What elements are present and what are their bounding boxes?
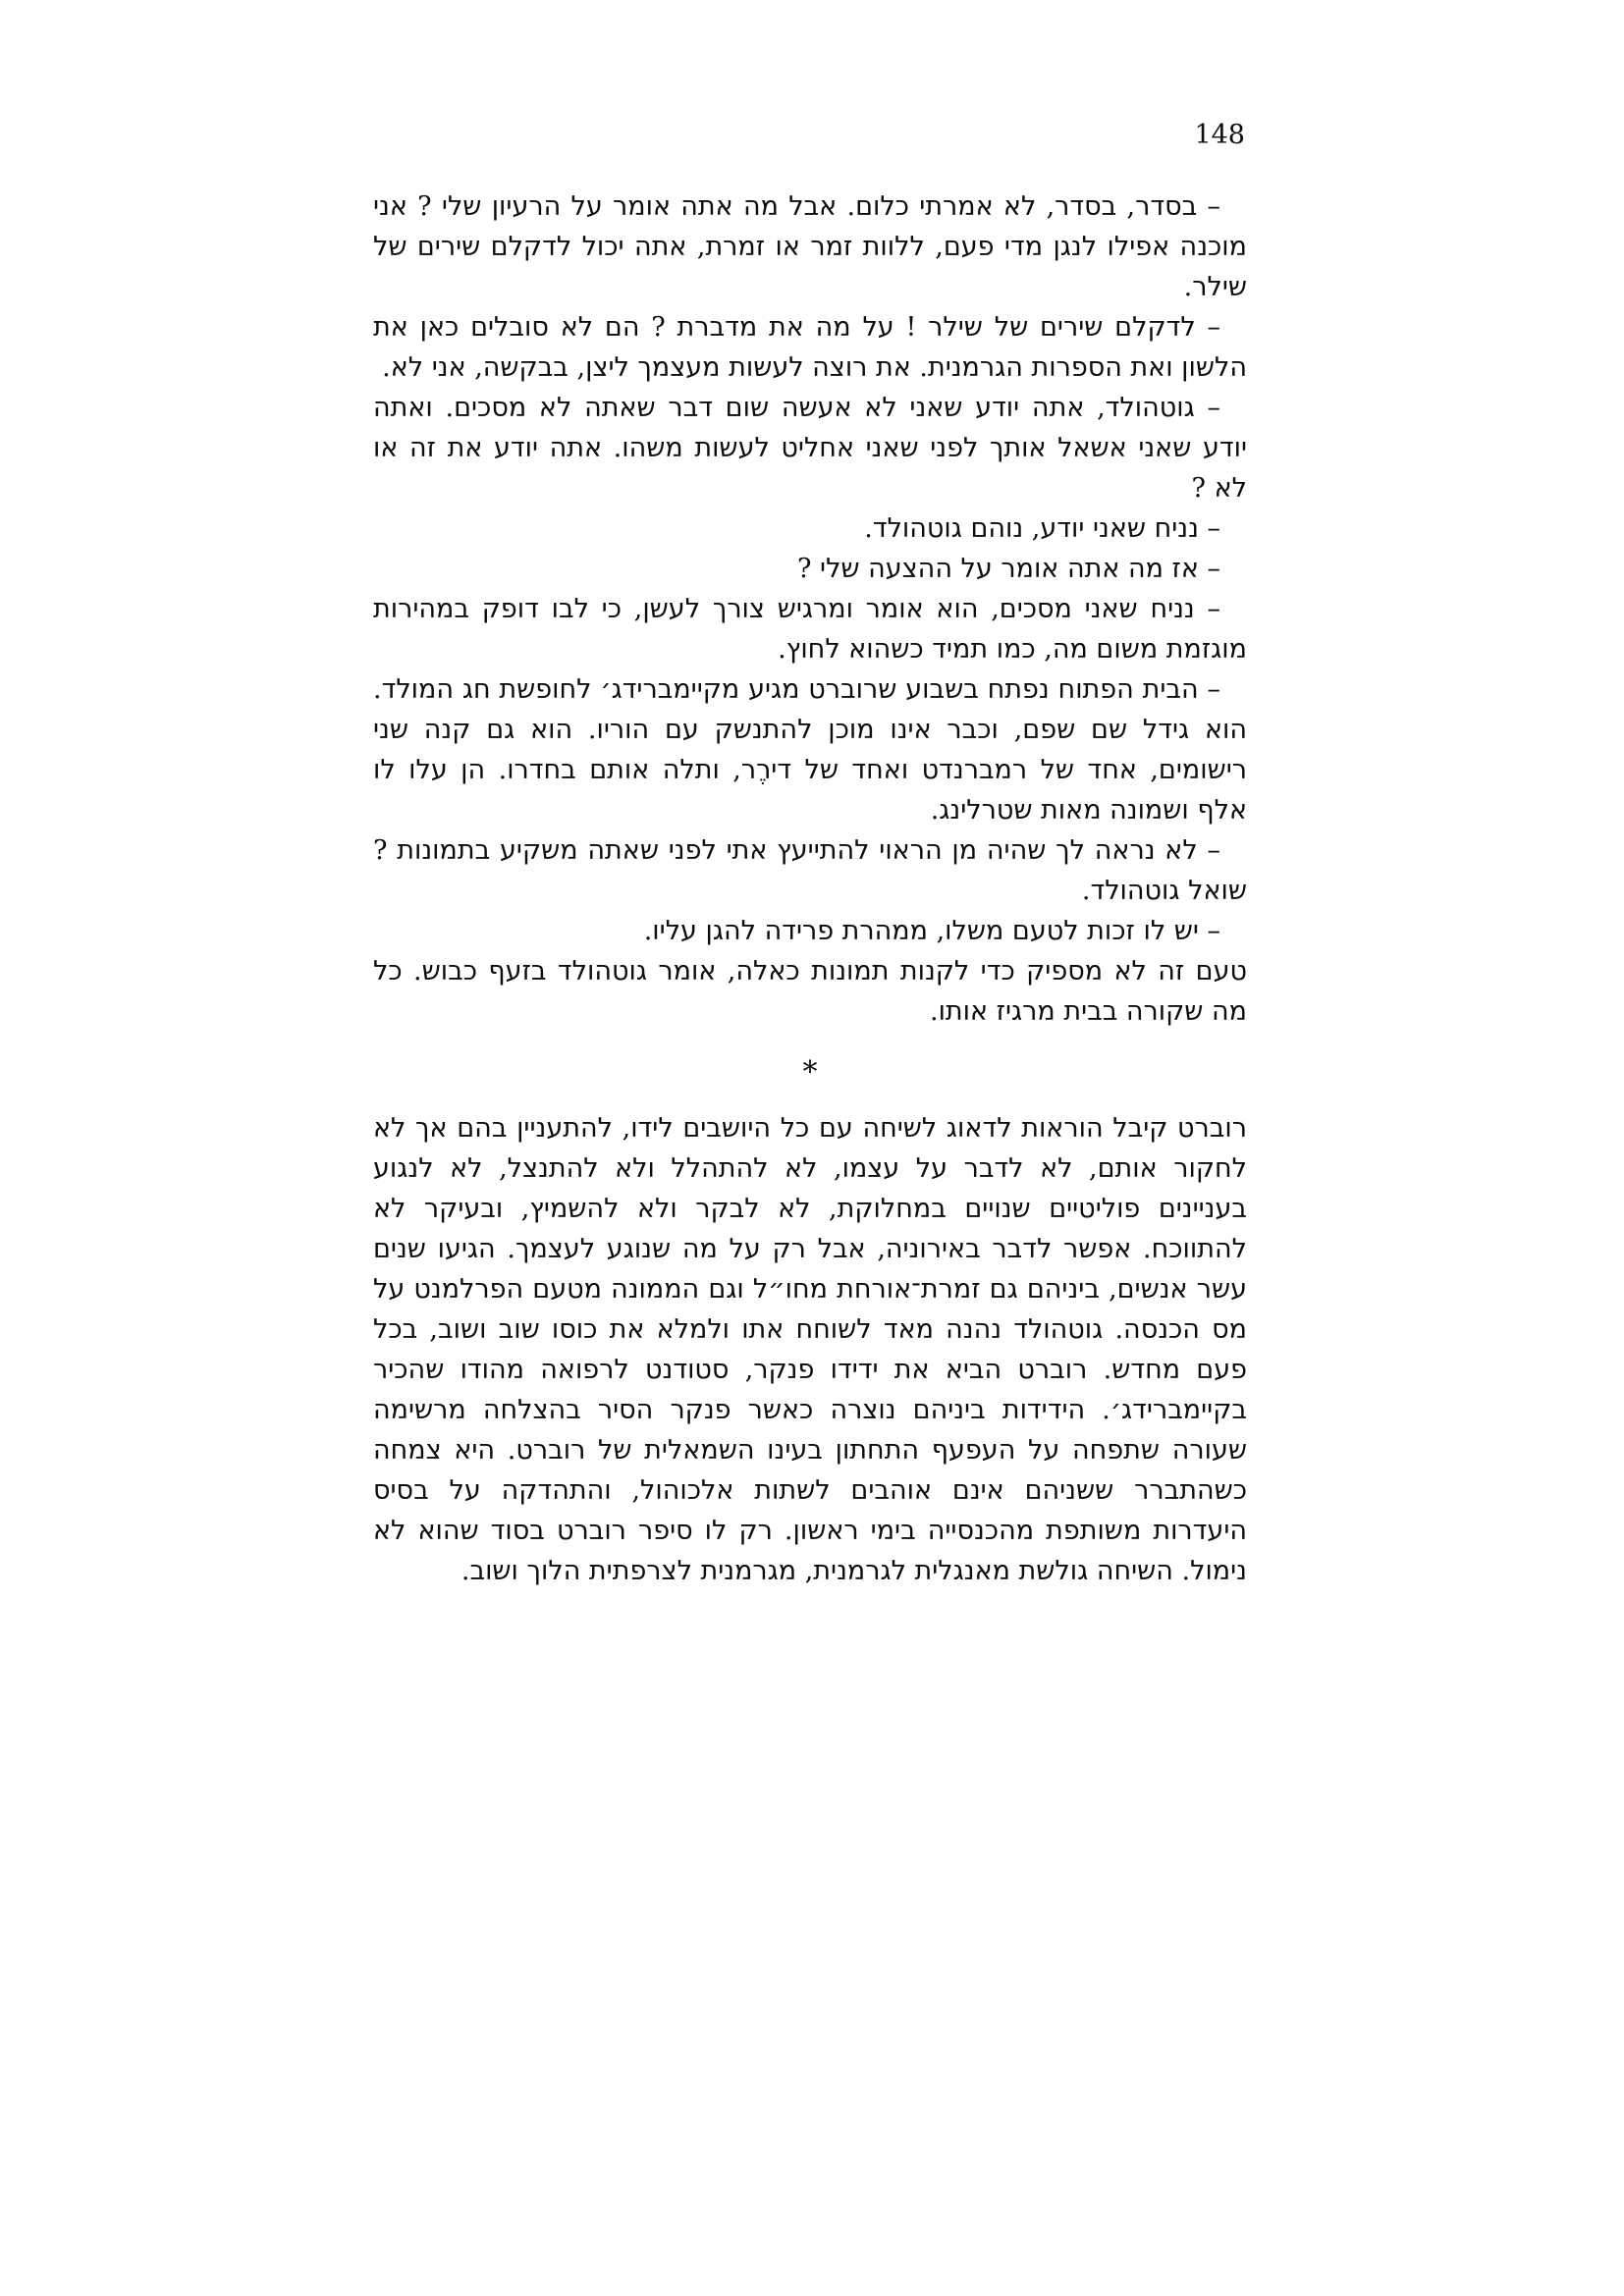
dialogue-paragraph: – גוטהולד, אתה יודע שאני לא אעשה שום דבר שאתה לא מסכים. ואתה יודע שאני אשאל אותך לפני שאני אחליט לעשות משהו. אתה יודע את זה או לא ? [373,393,1247,504]
narration-paragraph: רוברט קיבל הוראות לדאוג לשיחה עם כל היושבים לידו, להתעניין בהם אך לא לחקור אותם, לא לדבר על עצמו, לא להתהלל ולא להתנצל, לא לנגוע בעניינים פוליטיים שנויים במחלוקת, לא לבקר ולא להשמיץ, ובעיקר לא להתווכח. אפשר לדבר באירוניה, אבל רק על מה שנוגע לעצמך. הגיעו שנים עשר אנשים, ביניהם גם זמרת־אורחת מחו״ל וגם הממונה מטעם הפרלמנט על מס הכנסה. גוטהולד נהנה מאד לשוחח אתו ולמלא את כוסו שוב ושוב, בכל פעם מחדש. רוברט הביא את ידידו פנקר, סטודנט לרפואה מהודו שהכיר בקיימברידג׳. הידידות ביניהם נוצרה כאשר פנקר הסיר בהצלחה מרשימה שעורה שתפחה על העפעף התחתון בעינו השמאלית של רוברט. היא צמחה כשהתברר ששניהם אינם אוהבים לשתות אלכוהול, והתהדקה על בסיס היעדרות משותפת מהכנסייה בימי ראשון. רק לו סיפר רוברט בסוד שהוא לא נימול. השיחה גולשת מאנגלית לגרמנית, מגרמנית לצרפתית הלוך ושוב. [373,1113,1247,1586]
section-separator: * [802,1055,818,1090]
dialogue-paragraph: – אז מה אתה אומר על ההצעה שלי ? [796,554,1220,584]
narration-paragraph: טעם זה לא מספיק כדי לקנות תמונות כאלה, אומר גוטהולד בזעף כבוש. כל מה שקורה בבית מרגיז אותו. [373,956,1247,1027]
dialogue-paragraph: – נניח שאני מסכים, הוא אומר ומרגיש צורך לעשן, כי לבו דופק במהירות מוגזמת משום מה, כמו תמיד כשהוא לחוץ. [373,594,1247,665]
dialogue-paragraph: – הבית הפתוח נפתח בשבוע שרוברט מגיע מקיימברידג׳ לחופשת חג המולד. הוא גידל שם שפם, וכבר אינו מוכן להתנשק עם הוריו. הוא גם קנה שני רישומים, אחד של רמברנדט ואחד של דירֶר, ותלה אותם בחדרו. הן עלו לו אלף ושמונה מאות שטרלינג. [373,674,1247,826]
dialogue-paragraph: – נניח שאני יודע, נוהם גוטהולד. [864,513,1220,544]
dialogue-paragraph: – בסדר, בסדר, לא אמרתי כלום. אבל מה אתה אומר על הרעיון שלי ? אני מוכנה אפילו לנגן מדי פעם, ללוות זמר או זמרת, אתה יכול לדקלם שירים של שילר. [373,191,1247,302]
dialogue-paragraph: – לדקלם שירים של שילר ! על מה את מדברת ? הם לא סובלים כאן את הלשון ואת הספרות הגרמנית. את רוצה לעשות מעצמך ליצן, בבקשה, אני לא. [373,312,1247,383]
page-number: 148 [1194,120,1245,150]
dialogue-paragraph: – לא נראה לך שהיה מן הראוי להתייעץ אתי לפני שאתה משקיע בתמונות ? שואל גוטהולד. [373,835,1247,906]
text-block [373,187,1247,1591]
dialogue-paragraph: – יש לו זכות לטעם משלו, ממהרת פרידה להגן עליו. [643,916,1220,946]
